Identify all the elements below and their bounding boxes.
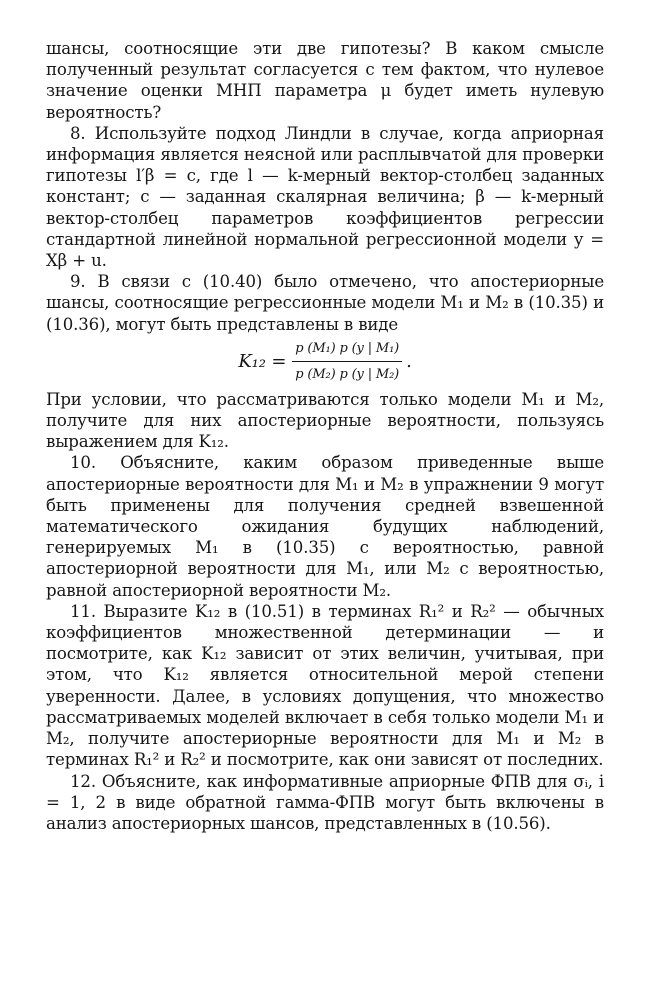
formula-k12 (46, 337, 604, 387)
formula-lhs: K₁₂ = (238, 351, 287, 373)
formula-numerator: p (M₁) p (y | M₁) (292, 338, 402, 362)
exercise-11: 11. Выразите K₁₂ в (10.51) в терминах R₁² и R₂² — обычных коэффициентов множественной детерминации — и посмотрите, как K₁₂ зависит от этих величин, учитывая, при этом, что K₁₂ является относительной мерой степени уверенности. Далее, в условиях допущения, что множество рассматриваемых моделей включает в себя только модели M₁ и M₂, получите апостериорные вероятности для M₁ и M₂ в терминах R₁² и R₂² и посмотрите, как они зависят от последних. (46, 601, 604, 770)
exercise-8: 8. Используйте подход Линдли в случае, когда априорная информация является неясной или расплывчатой для проверки гипотезы l′β = c, где l — k-мерный вектор-столбец заданных констант; c — заданная скалярная величина; β — k-мерный вектор-столбец параметров коэффициентов регрессии стандартной линейной нормальной регрессионной модели y = Xβ + u. (46, 123, 604, 271)
exercise-12: 12. Объясните, как информативные априорные ФПВ для σᵢ, i = 1, 2 в виде обратной гамма-ФПВ могут быть включены в анализ апостериорных шансов, представленных в (10.56). (46, 771, 604, 833)
formula-denominator: p (M₂) p (y | M₂) (295, 367, 400, 383)
exercise-9-continuation: При условии, что рассматриваются только модели M₁ и M₂, получите для них апостериорные вероятности, пользуясь выражением для K₁₂. (46, 389, 604, 452)
formula-end: . (406, 351, 412, 373)
paragraph-intro: шансы, соотносящие эти две гипотезы? В каком смысле полученный результат согласуется с тем фактом, что нулевое значение оценки МНП параметра μ будет иметь нулевую вероятность? (46, 39, 604, 122)
exercise-9-text: 9. В связи с (10.40) было отмечено, что апостериорные шансы, соотносящие регрессионные модели M₁ и M₂ в (10.35) и (10.36), могут быть представлены в виде (46, 272, 604, 334)
text-body (46, 38, 604, 834)
exercise-10: 10. Объясните, каким образом приведенные выше апостериорные вероятности для M₁ и M₂ в упражнении 9 могут быть применены для получения средней взвешенной математического ожидания будущих наблюдений, генерируемых M₁ в (10.35) с вероятностью, равной апостериорной вероятности для M₁, или M₂ с вероятностью, равной апостериорной вероятности M₂. (46, 453, 604, 600)
formula-fraction (292, 338, 402, 385)
